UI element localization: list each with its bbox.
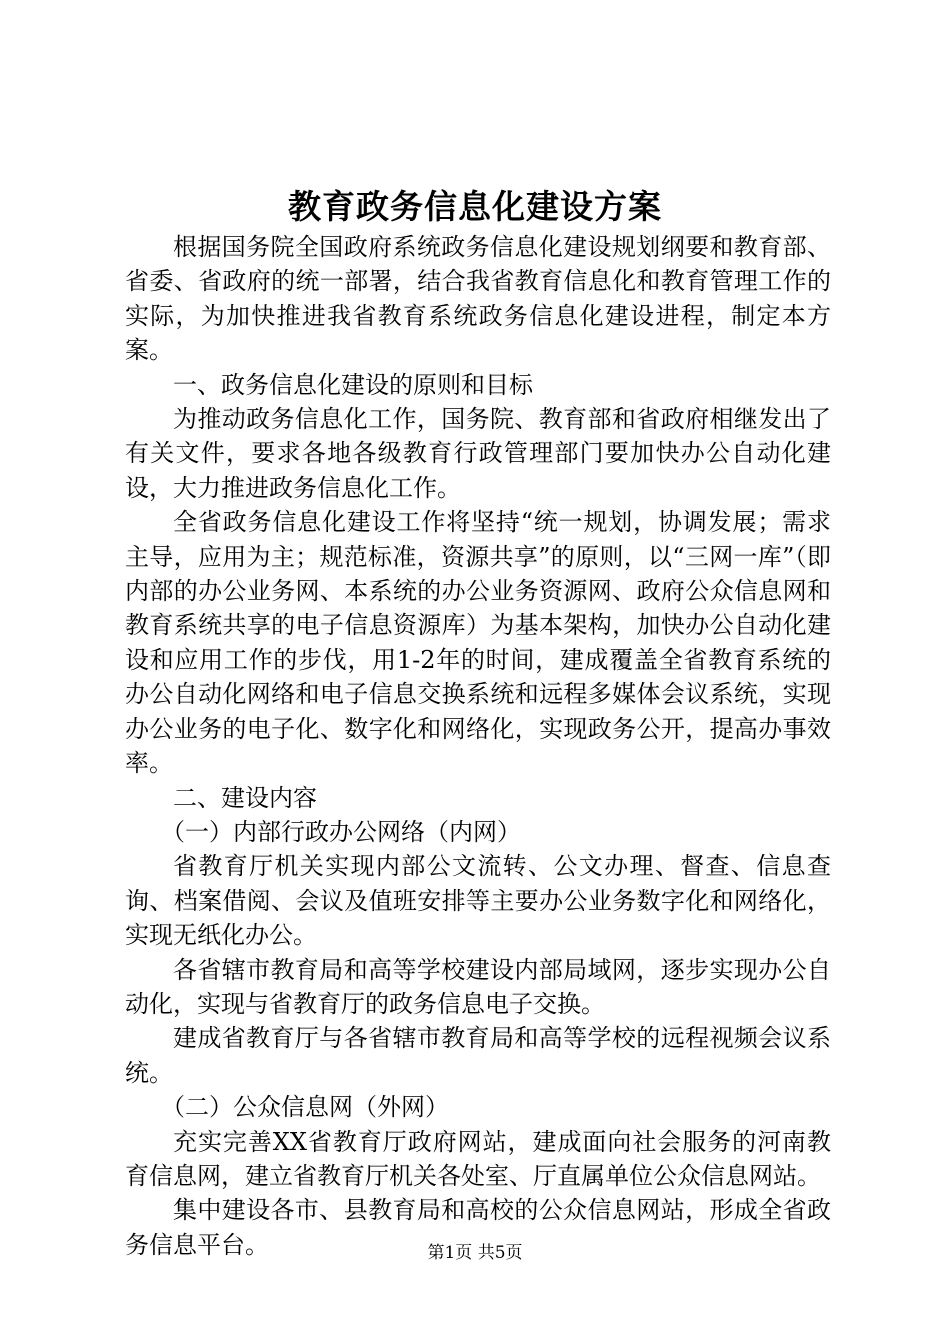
paragraph-intranet-lan: 各省辖市教育局和高等学校建设内部局域网，逐步实现办公自动化，实现与省教育厅的政务信息电子交换。 bbox=[125, 955, 831, 1018]
paragraph-intro: 根据国务院全国政府系统政务信息化建设规划纲要和教育部、省委、省政府的统一部署，结合我省教育信息化和教育管理工作的实际，为加快推进我省教育系统政务信息化建设进程，制定本方案。 bbox=[125, 233, 831, 365]
paragraph-intranet-video: 建成省教育厅与各省辖市教育局和高等学校的远程视频会议系统。 bbox=[125, 1024, 831, 1087]
paragraph-extranet-website: 充实完善XX省教育厅政府网站，建成面向社会服务的河南教育信息网，建立省教育厅机关各处室、厅直属单位公众信息网站。 bbox=[125, 1127, 831, 1190]
document-body bbox=[125, 230, 831, 1262]
page-footer: 第1页 共5页 bbox=[427, 1243, 523, 1263]
document-title: 教育政务信息化建设方案 bbox=[288, 187, 662, 226]
subsection-heading-intranet: （一）内部行政办公网络（内网） bbox=[161, 817, 521, 846]
paragraph-intranet-office: 省教育厅机关实现内部公文流转、公文办理、督查、信息查询、档案借阅、会议及值班安排等主要办公业务数字化和网络化，实现无纸化办公。 bbox=[125, 852, 831, 950]
section-heading-principles: 一、政务信息化建设的原则和目标 bbox=[173, 370, 533, 399]
section-heading-content: 二、建设内容 bbox=[173, 783, 317, 812]
paragraph-principles: 全省政务信息化建设工作将坚持“统一规划，协调发展；需求主导，应用为主；规范标准，资源共享”的原则，以“三网一库”（即内部的办公业务网、本系统的办公业务资源网、政府公众信息网和教育系统共享的电子信息资源库）为基本架构，加快办公自动化建设和应用工作的步伐，用1-2年的时间，建成覆盖全省教育系统的办公自动化网络和电子信息交换系统和远程多媒体会议系统，实现办公业务的电子化、数字化和网络化，实现政务公开，提高办事效率。 bbox=[125, 508, 831, 778]
paragraph-policy: 为推动政务信息化工作，国务院、教育部和省政府相继发出了有关文件，要求各地各级教育行政管理部门要加快办公自动化建设，大力推进政务信息化工作。 bbox=[125, 405, 831, 502]
paragraph-extranet-platform: 集中建设各市、县教育局和高校的公众信息网站，形成全省政务信息平台。 bbox=[125, 1196, 831, 1259]
subsection-heading-extranet: （二）公众信息网（外网） bbox=[161, 1093, 449, 1122]
